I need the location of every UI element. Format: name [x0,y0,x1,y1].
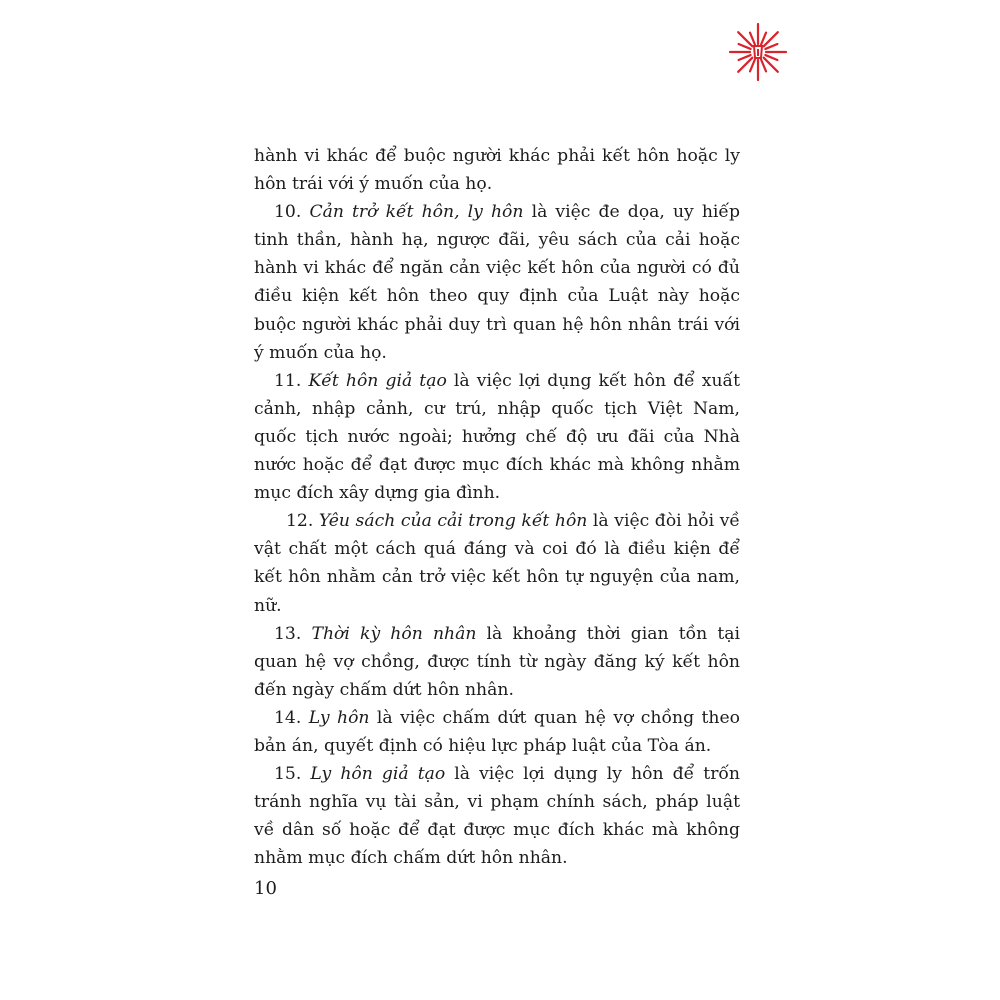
definition-item-12 [254,507,740,619]
logo-ray [750,33,755,45]
definition-item-15 [254,760,740,872]
logo-ray [750,59,755,71]
defined-term: Thời kỳ hôn nhân [311,623,477,644]
item-number: 10. [274,202,302,223]
page-number: 10 [254,878,277,899]
item-number: 13. [274,623,302,644]
definition-text: là việc đòi hỏi về vật chất một cách quá đáng và coi đó là điều kiện để kết hôn nhằm cản trở việc kết hôn tự nguyện của nam, nữ. [254,511,740,616]
definition-text: là khoảng thời gian tồn tại quan hệ vợ chồng, được tính từ ngày đăng ký kết hôn đến ngày chấm dứt hôn nhân. [254,623,740,700]
logo-ray [765,55,777,60]
definition-item-10 [254,198,740,367]
definition-item-11 [254,367,740,507]
defined-term: Ly hôn giả tạo [310,764,446,785]
item-number: 11. [274,370,302,391]
definition-text: là việc chấm dứt quan hệ vợ chồng theo bản án, quyết định có hiệu lực pháp luật của Tòa án. [254,707,740,756]
item-number: 12. [286,511,314,532]
definition-item-13 [254,620,740,704]
logo-ray [761,59,766,71]
star-burst-logo-icon [728,22,788,82]
logo-ray [739,44,751,49]
definition-text: là việc lợi dụng ly hôn để trốn tránh nghĩa vụ tài sản, vi phạm chính sách, pháp luật về dân số hoặc để đạt được mục đích khác mà không nhằm mục đích chấm dứt hôn nhân. [254,764,740,869]
defined-term: Cản trở kết hôn, ly hôn [309,202,524,223]
defined-term: Kết hôn giả tạo [308,370,447,391]
item-number: 15. [274,764,302,785]
body-text [254,142,740,872]
continuation-paragraph: hành vi khác để buộc người khác phải kết hôn hoặc ly hôn trái với ý muốn của họ. [254,146,740,195]
logo-ray [765,44,777,49]
definition-text: là việc đe dọa, uy hiếp tinh thần, hành hạ, ngược đãi, yêu sách của cải hoặc hành vi khác để ngăn cản việc kết hôn của người có đủ điều kiện kết hôn theo quy định của Luật này hoặc buộc người khác phải duy trì quan hệ hôn nhân trái với ý muốn của họ. [254,202,741,363]
logo-ray [761,33,766,45]
definition-text: là việc lợi dụng kết hôn để xuất cảnh, nhập cảnh, cư trú, nhập quốc tịch Việt Nam, quốc tịch nước ngoài; hưởng chế độ ưu đãi của Nhà nước hoặc để đạt được mục đích khác mà không nhằm mục đích xây dựng gia đình. [254,370,740,504]
logo-ray [739,55,751,60]
definition-item-14 [254,704,740,760]
item-number: 14. [274,707,302,728]
defined-term: Ly hôn [308,707,370,728]
defined-term: Yêu sách của cải trong kết hôn [318,511,588,532]
